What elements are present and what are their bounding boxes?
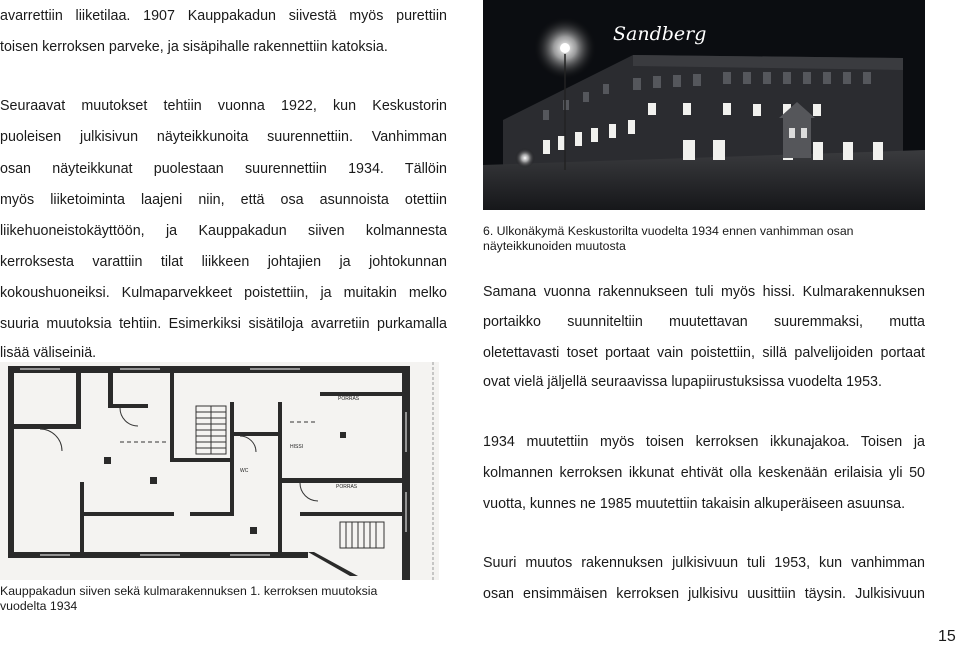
plan-caption-line-1: Kauppakadun siiven sekä kulmarakennuksen 1. kerroksen muutoksia [0,584,378,598]
right-p2-line-2: kolmannen kerroksen ikkunat ehtivät olla keskenään erilaisia yli 50 [483,465,925,481]
night-photo-svg [483,0,925,210]
left-p2-line-5: liikehuoneistokäyttöön, ja Kauppakadun siiven kolmannesta [0,223,447,239]
photo-caption-line-1: 6. Ulkonäkymä Keskustorilta vuodelta 1934 ennen vanhimman osan [483,224,854,238]
left-p2-line-1: Seuraavat muutokset tehtiin vuonna 1922, kun Keskustorin [0,98,447,114]
plan-label-2: PORRAS [336,484,358,490]
left-p2-line-6: kerroksesta varattiin tilat liikkeen johtajien ja johtokunnan [0,254,447,270]
photo-caption-line-2: näyteikkunoiden muutosta [483,239,626,253]
left-p1-line-1: avarrettiin liiketilaa. 1907 Kauppakadun siivestä myös purettiin [0,8,447,24]
right-p1-line-4: ovat vielä jäljellä seuraavissa lupapiirustuksissa vuodelta 1953. [483,374,882,390]
right-p3-line-1: Suuri muutos rakennuksen julkisivuun tuli 1953, kun vanhimman [483,555,925,571]
page-number: 15 [938,628,956,645]
right-p3-line-2: osan ensimmäisen kerroksen julkisivu uusittiin täysin. Julkisivuun [483,586,925,602]
plan-caption-line-2: vuodelta 1934 [0,599,78,613]
left-p2-line-9: lisää väliseiniä. [0,345,97,361]
left-p2-line-8: suuria muutoksia tehtiin. Esimerkiksi sisätiloja avarretiin purkamalla [0,316,447,332]
right-p1-line-3: oletettavasti toset portaat vain poistettiin, sillä palvelijoiden portaat [483,345,925,361]
photo-signature: Sandberg [613,23,707,45]
right-p2-line-1: 1934 muutettiin myös toisen kerroksen ikkunajakoa. Toisen ja [483,434,925,450]
left-p2-line-3: osan näyteikkunat puolestaan suurennettiin 1934. Tällöin [0,161,447,177]
plan-label-4: WC [240,468,249,474]
right-p2-line-3: vuotta, kunnes ne 1985 muutettiin takaisin alkuperäiseen asuunsa. [483,496,906,512]
floor-plan-drawing [0,362,439,580]
left-p2-line-7: kokoushuoneiksi. Kulmaparvekkeet poistettiin, ja muitakin melko [0,285,447,301]
floor-plan-svg [0,362,439,580]
right-p1-line-2: portaikko suunniteltiin muutettavan suuremmaksi, mutta [483,314,925,330]
plan-label-1: PORRAS [338,396,360,402]
right-p1-line-1: Samana vuonna rakennukseen tuli myös hissi. Kulmarakennuksen [483,284,925,300]
left-p2-line-4: myös liiketoiminta laajeni niin, että osa asunnoista otettiin [0,192,447,208]
night-photo [483,0,925,210]
plan-label-3: HISSI [290,444,304,450]
left-p2-line-2: puoleisen julkisivun näyteikkunoita suurennettiin. Vanhimman [0,129,447,145]
left-p1-line-2: toisen kerroksen parveke, ja sisäpihalle rakennettiin katoksia. [0,39,388,55]
